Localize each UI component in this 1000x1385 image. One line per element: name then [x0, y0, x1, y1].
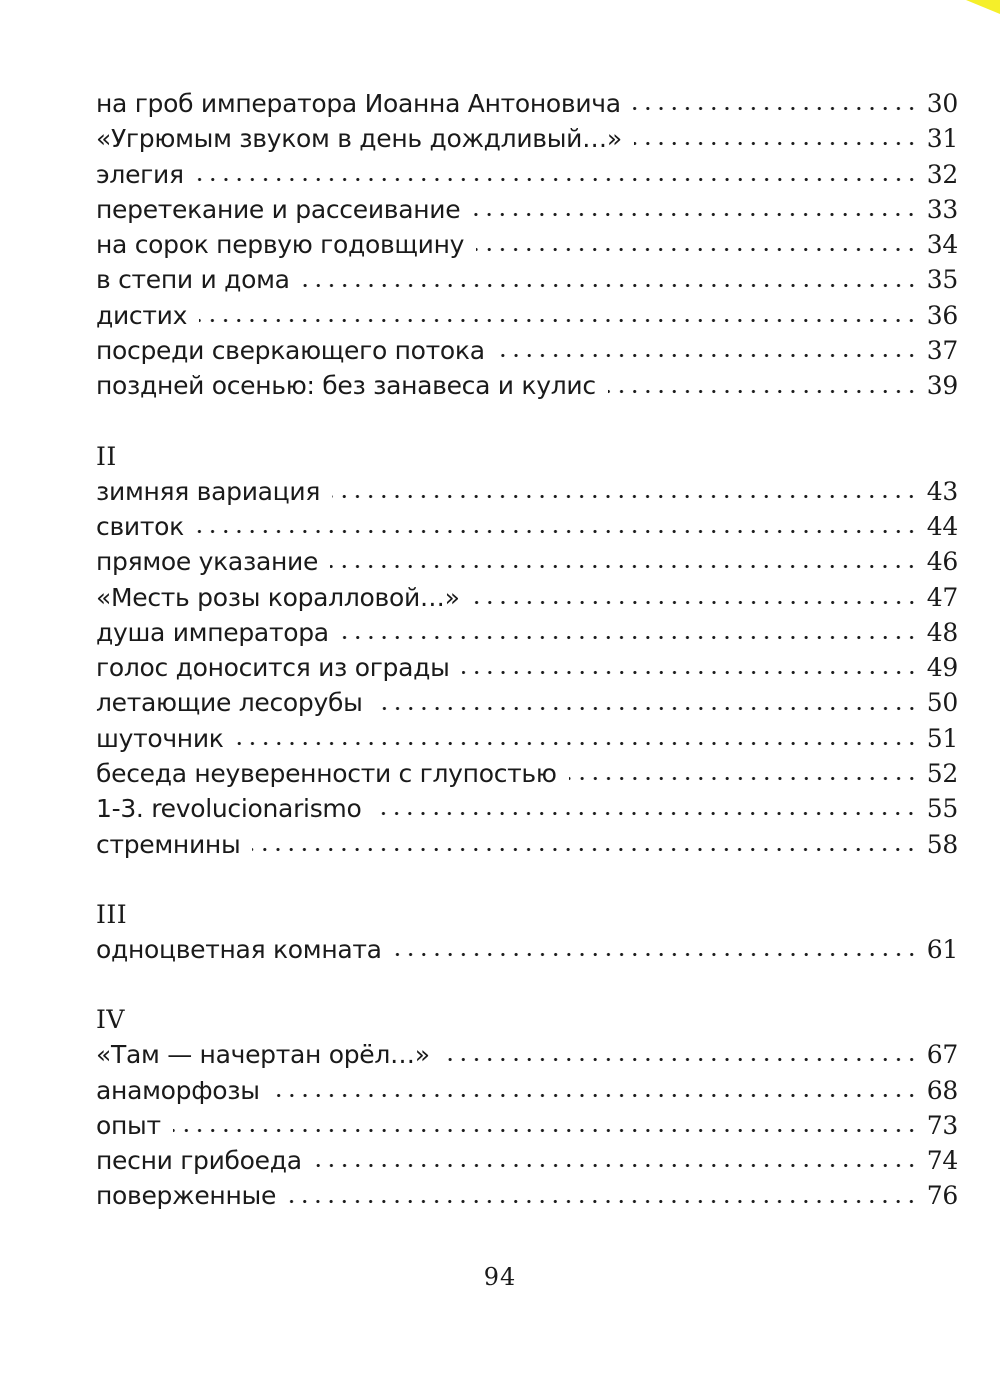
- toc-entry-title: «Месть розы коралловой…»: [96, 582, 460, 612]
- toc-entry: [96, 932, 958, 967]
- toc-section: [96, 439, 958, 862]
- toc-entry-title: поверженные: [96, 1181, 277, 1211]
- toc-entry-title: в степи и дома: [96, 265, 290, 295]
- dot-leader: [314, 1163, 918, 1168]
- toc-entry-page-number: 51: [926, 723, 958, 753]
- toc-entry-page-number: 52: [926, 759, 958, 789]
- toc-entry-title: перетекание и рассеивание: [96, 194, 461, 224]
- dot-leader: [634, 141, 918, 146]
- toc-entry: [96, 227, 958, 262]
- toc-entry-page-number: 73: [926, 1110, 958, 1140]
- toc-entry-page-number: 48: [926, 617, 958, 647]
- toc-entry-page-number: 44: [926, 511, 958, 541]
- toc-entry-page-number: 74: [926, 1146, 958, 1176]
- toc-entry: [96, 1143, 958, 1178]
- dot-leader: [462, 670, 918, 675]
- toc-section: [96, 86, 958, 404]
- toc-entry-page-number: 34: [926, 230, 958, 260]
- dot-leader: [196, 177, 918, 182]
- toc-entry: [96, 615, 958, 650]
- toc-entry: [96, 298, 958, 333]
- dot-leader: [608, 389, 918, 394]
- toc-entry-page-number: 33: [926, 194, 958, 224]
- toc-entry-page-number: 55: [926, 794, 958, 824]
- dot-leader: [394, 952, 918, 957]
- toc-entry: [96, 580, 958, 615]
- toc-entry-page-number: 49: [926, 653, 958, 683]
- toc-entry-page-number: 58: [926, 829, 958, 859]
- section-title: IV: [96, 1005, 125, 1035]
- toc-entry-title: элегия: [96, 159, 184, 189]
- toc-entry: [96, 791, 958, 826]
- page-number: 94: [483, 1263, 517, 1291]
- dot-leader: [302, 283, 918, 288]
- toc-entry-page-number: 43: [926, 476, 958, 506]
- toc-entry: [96, 1178, 958, 1213]
- dot-leader: [252, 847, 918, 852]
- toc-entry-title: на гроб императора Иоанна Антоновича: [96, 89, 621, 118]
- dot-leader: [472, 212, 918, 217]
- toc-entry: [96, 333, 958, 368]
- toc-entry-title: дистих: [96, 300, 188, 330]
- dot-leader: [236, 741, 918, 746]
- dot-leader: [569, 776, 918, 781]
- toc-entry-title: голос доносится из ограды: [96, 653, 450, 683]
- dot-leader: [199, 318, 918, 323]
- dot-leader: [472, 600, 918, 605]
- toc-entry: [96, 1108, 958, 1143]
- dot-leader: [288, 1199, 918, 1204]
- dot-leader: [196, 529, 918, 534]
- toc-entry-title: поздней осенью: без занавеса и кулис: [96, 371, 596, 401]
- dot-leader: [341, 635, 918, 640]
- toc-entry-title: шуточник: [96, 723, 224, 753]
- corner-color-mark: [966, 0, 1000, 14]
- toc-entry: [96, 1037, 958, 1072]
- toc-entry: [96, 157, 958, 192]
- toc-entry-page-number: 50: [926, 688, 958, 718]
- toc-entry-title: одноцветная комната: [96, 934, 382, 964]
- section-title: III: [96, 899, 128, 929]
- toc-entry-title: зимняя вариация: [96, 476, 321, 506]
- table-of-contents: [96, 86, 958, 1214]
- toc-entry-title: душа императора: [96, 617, 329, 647]
- toc-section: [96, 1002, 958, 1213]
- toc-entry-page-number: 35: [926, 265, 958, 295]
- toc-entry-page-number: 67: [926, 1040, 958, 1070]
- toc-entry: [96, 368, 958, 403]
- toc-entry-title: «Угрюмым звуком в день дождливый…»: [96, 124, 622, 154]
- dot-leader: [330, 564, 918, 569]
- toc-entry-title: посреди сверкающего потока: [96, 336, 485, 366]
- dot-leader: [373, 811, 918, 816]
- toc-entry-title: летающие лесорубы: [96, 688, 363, 718]
- dot-leader: [476, 247, 918, 252]
- toc-entry-page-number: 32: [926, 159, 958, 189]
- dot-leader: [332, 494, 918, 499]
- toc-entry: [96, 650, 958, 685]
- toc-entry: [96, 474, 958, 509]
- dot-leader: [633, 106, 918, 111]
- toc-section: [96, 897, 958, 967]
- toc-entry-page-number: 46: [926, 547, 958, 577]
- toc-entry: [96, 1073, 958, 1108]
- toc-entry: [96, 544, 958, 579]
- toc-entry-page-number: 76: [926, 1181, 958, 1211]
- toc-entry-title: на сорок первую годовщину: [96, 230, 465, 260]
- toc-entry: [96, 756, 958, 791]
- toc-entry-title: беседа неуверенности с глупостью: [96, 759, 557, 789]
- toc-entry: [96, 827, 958, 862]
- toc-entry-title: свиток: [96, 511, 184, 541]
- toc-entry-page-number: 61: [926, 934, 958, 964]
- toc-entry-title: стремнины: [96, 829, 241, 859]
- toc-entry-title: анаморфозы: [96, 1075, 260, 1105]
- toc-entry: [96, 509, 958, 544]
- dot-leader: [173, 1128, 918, 1133]
- dot-leader: [442, 1057, 918, 1062]
- section-title: II: [96, 441, 117, 471]
- dot-leader: [375, 706, 918, 711]
- toc-entry-title: прямое указание: [96, 547, 319, 577]
- toc-entry-title: песни грибоеда: [96, 1146, 302, 1176]
- toc-entry-title: «Там — начертан орёл…»: [96, 1040, 430, 1070]
- toc-entry-page-number: 68: [926, 1075, 958, 1105]
- toc-entry-page-number: 47: [926, 582, 958, 612]
- dot-leader: [272, 1093, 918, 1098]
- toc-entry-title: опыт: [96, 1110, 161, 1140]
- toc-entry: [96, 721, 958, 756]
- toc-entry-page-number: 37: [926, 336, 958, 366]
- toc-entry: [96, 262, 958, 297]
- toc-entry-page-number: 31: [926, 124, 958, 154]
- toc-entry: [96, 86, 958, 121]
- toc-entry: [96, 192, 958, 227]
- dot-leader: [497, 353, 918, 358]
- toc-entry: [96, 121, 958, 156]
- toc-entry: [96, 685, 958, 720]
- toc-entry-page-number: 30: [926, 89, 958, 118]
- toc-entry-title: 1-3. revolucionarismo: [96, 794, 362, 824]
- toc-entry-page-number: 36: [926, 300, 958, 330]
- toc-entry-page-number: 39: [926, 371, 958, 401]
